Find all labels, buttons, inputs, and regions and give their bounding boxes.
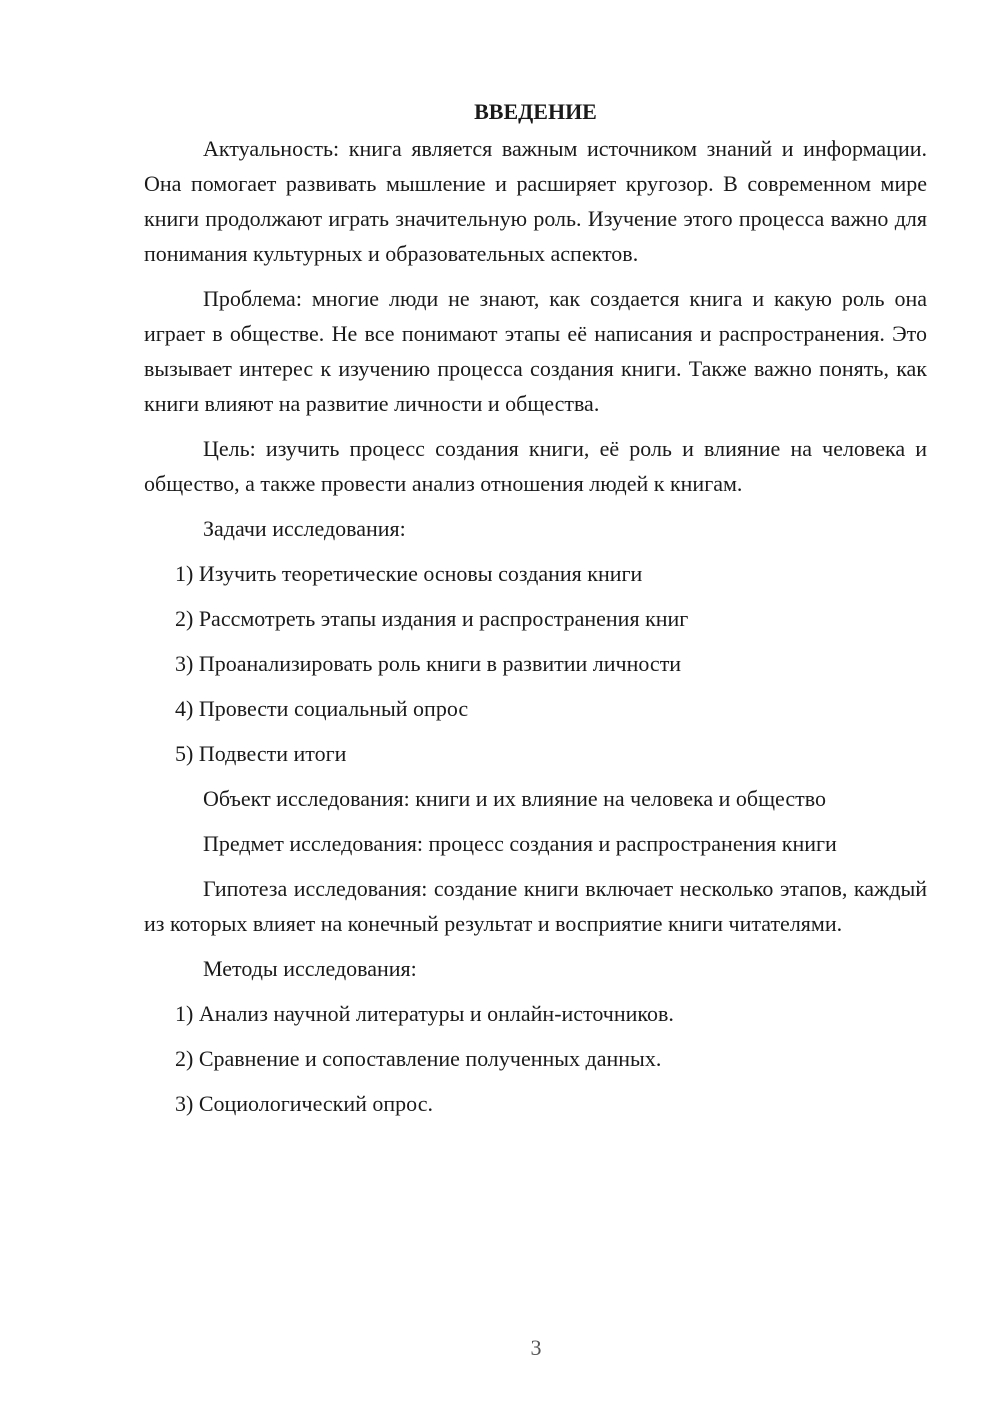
- task-item: 2) Рассмотреть этапы издания и распространения книг: [175, 606, 689, 631]
- research-object: Объект исследования: книги и их влияние на человека и общество: [203, 786, 826, 811]
- relevance-paragraph: Актуальность: книга является важным источником знаний и информации. Она помогает развивать мышление и расширяет кругозор. В современном мире книги продолжают играть значительную роль. Изучение этого процесса важно для понимания культурных и образовательных аспектов.: [144, 136, 927, 266]
- section-title: ВВЕДЕНИЕ: [474, 99, 597, 124]
- tasks-heading: Задачи исследования:: [203, 516, 406, 541]
- task-item: 4) Провести социальный опрос: [175, 696, 469, 721]
- method-item: 3) Социологический опрос.: [175, 1091, 433, 1116]
- research-subject: Предмет исследования: процесс создания и распространения книги: [203, 831, 837, 856]
- problem-paragraph: Проблема: многие люди не знают, как создается книга и какую роль она играет в обществе. Не все понимают этапы её написания и распространения. Это вызывает интерес к изучению процесса создания книги. Также важно понять, как книги влияют на развитие личности и общества.: [144, 286, 927, 416]
- task-item: 1) Изучить теоретические основы создания книги: [175, 561, 643, 586]
- goal-paragraph: Цель: изучить процесс создания книги, её роль и влияние на человека и общество, а также провести анализ отношения людей к книгам.: [144, 436, 927, 496]
- method-item: 1) Анализ научной литературы и онлайн-источников.: [175, 1001, 674, 1026]
- page-content: [144, 94, 927, 1131]
- methods-heading: Методы исследования:: [203, 956, 417, 981]
- method-item: 2) Сравнение и сопоставление полученных данных.: [175, 1046, 662, 1071]
- hypothesis-paragraph: Гипотеза исследования: создание книги включает несколько этапов, каждый из которых влияет на конечный результат и восприятие книги читателями.: [144, 876, 927, 936]
- task-item: 3) Проанализировать роль книги в развитии личности: [175, 651, 682, 676]
- page-number: 3: [530, 1335, 542, 1360]
- task-item: 5) Подвести итоги: [175, 741, 347, 766]
